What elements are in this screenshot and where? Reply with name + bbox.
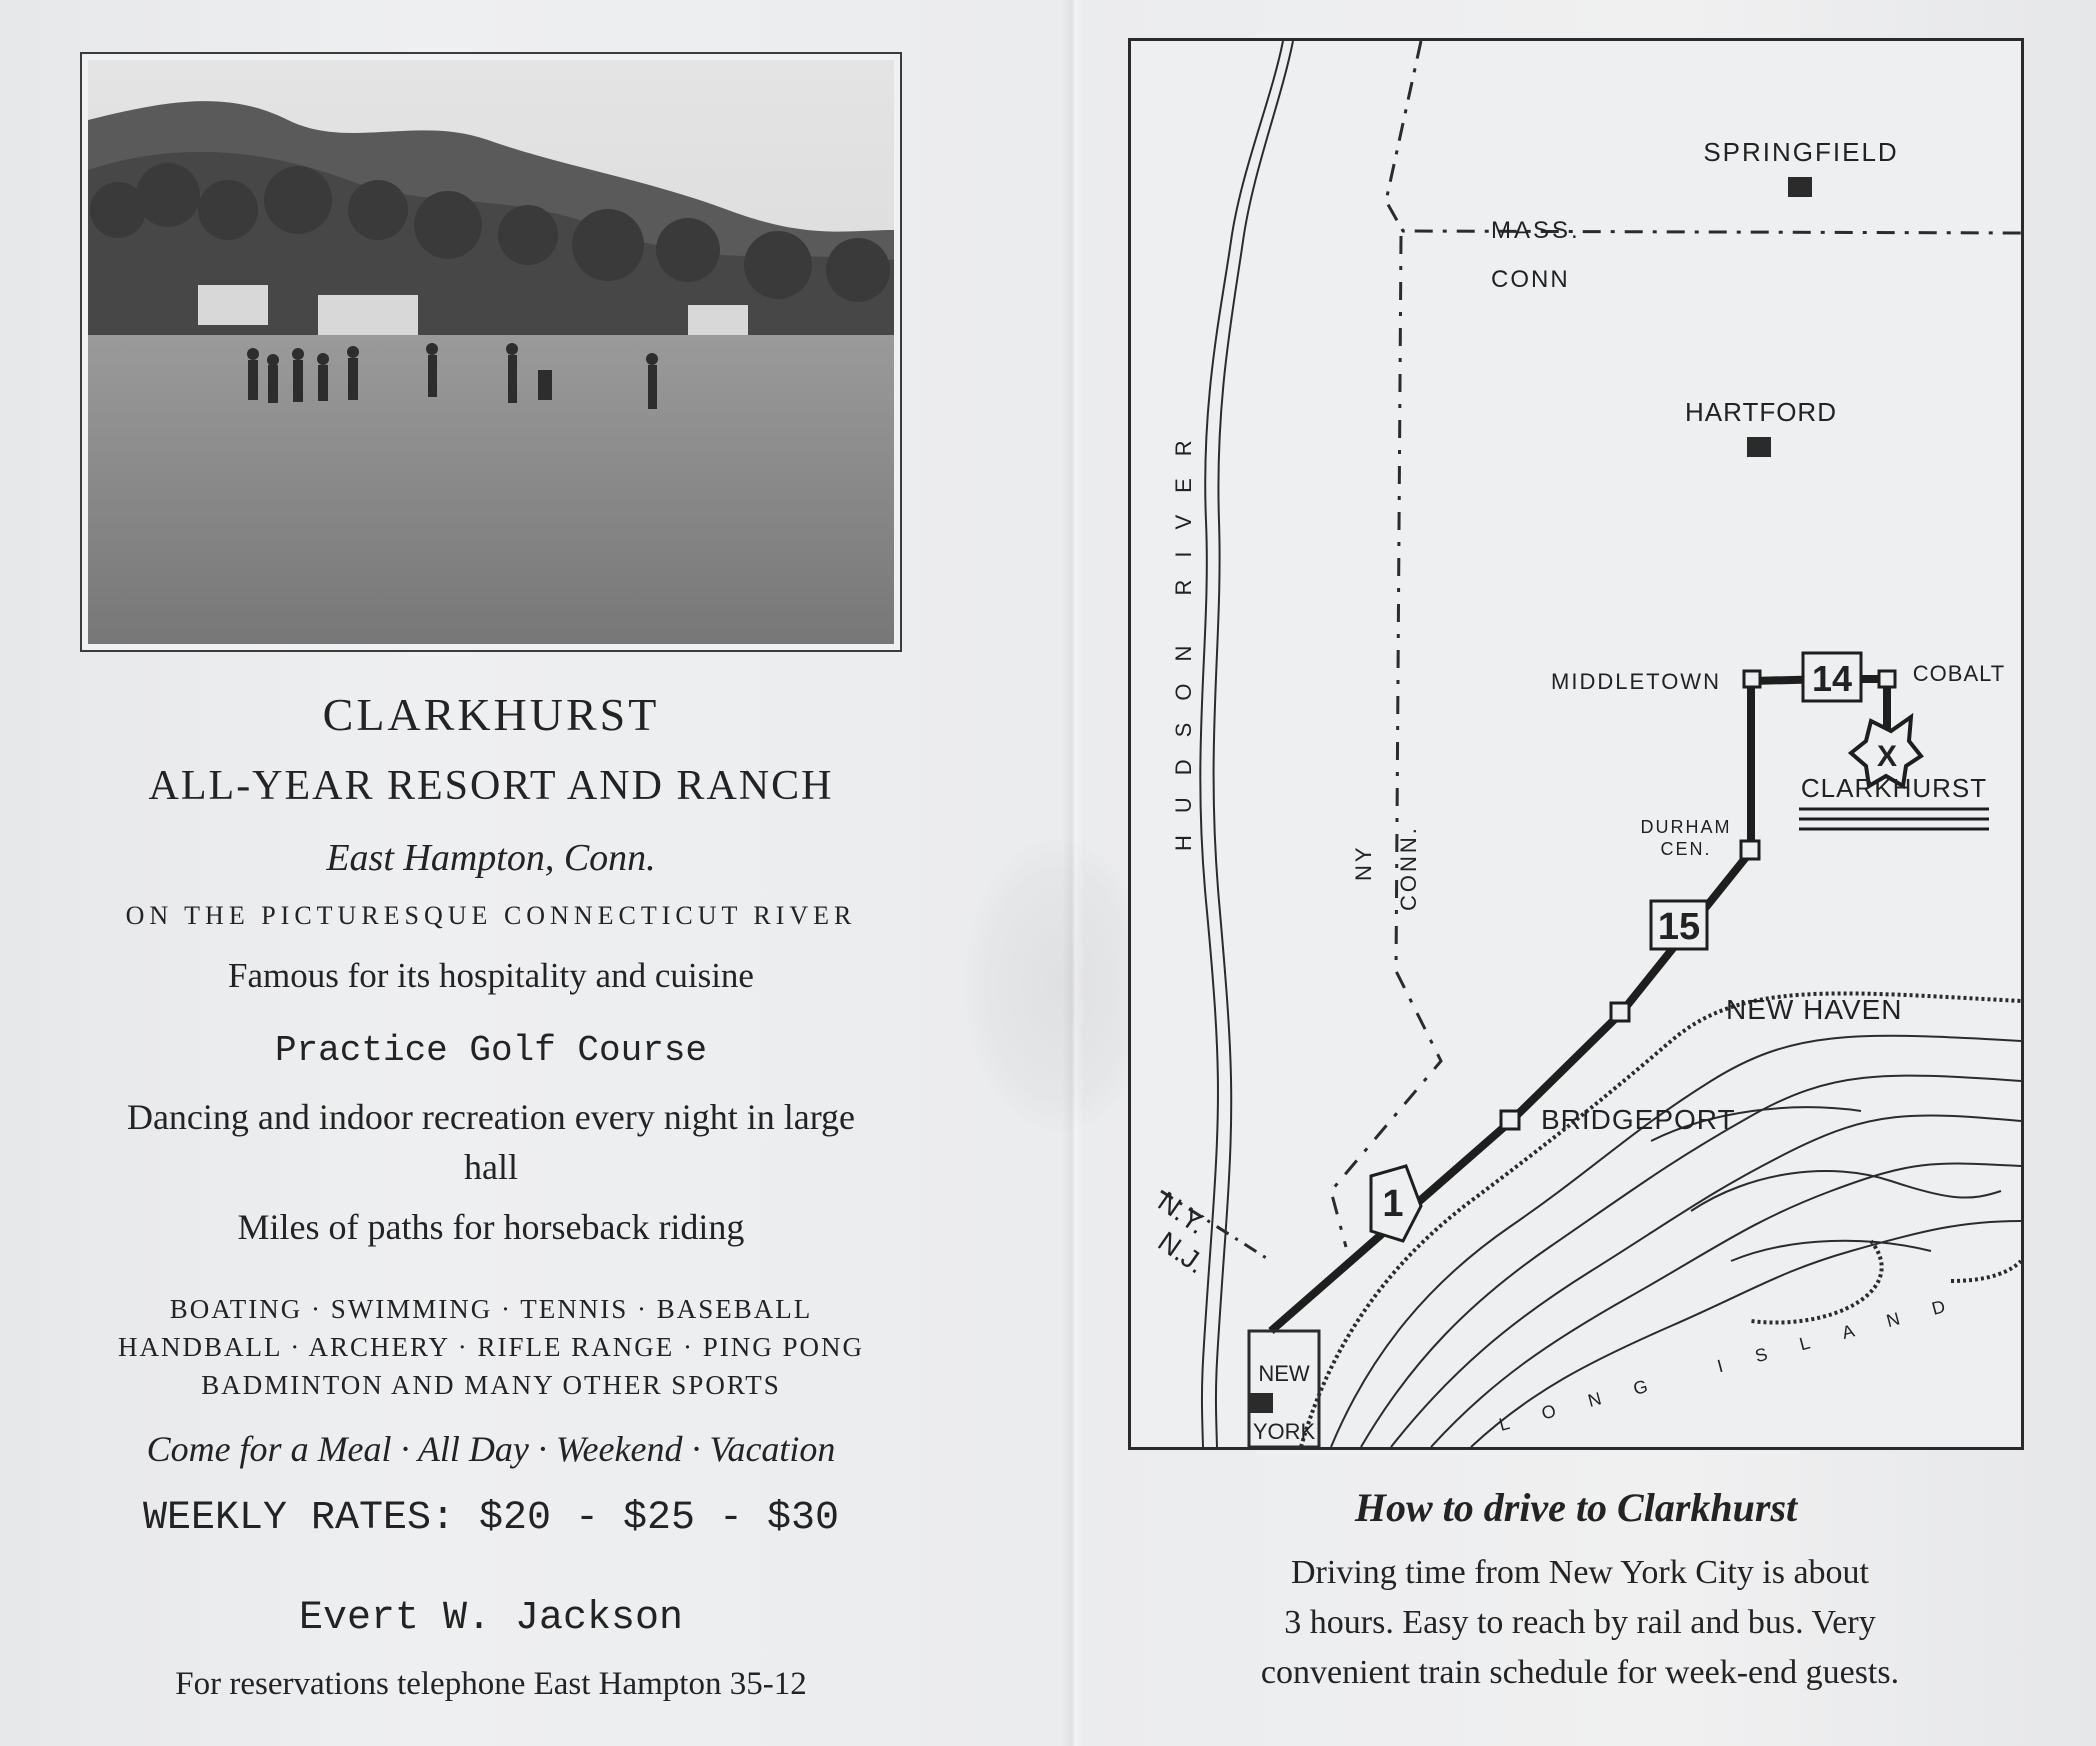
label-cobalt: COBALT <box>1912 661 2006 686</box>
route-1-shield: 1 <box>1382 1183 1404 1225</box>
weekly-rates: WEEKLY RATES: $20 - $25 - $30 <box>142 1496 840 1541</box>
golf-line: Practice Golf Course <box>274 1030 708 1071</box>
map-drawing <box>1131 41 2021 1447</box>
label-ny-conn-1: NY <box>1351 844 1376 881</box>
dancing-line: Dancing and indoor recreation every night in large hall <box>126 1097 856 1187</box>
directions-line-3: convenient train schedule for week-end guests. <box>1260 1654 1900 1691</box>
marker-x: X <box>1876 740 1898 773</box>
reservation-phone: For reservations telephone East Hampton 35-12 <box>175 1666 807 1702</box>
resort-type: ALL-YEAR RESORT AND RANCH <box>148 763 834 809</box>
label-hartford: HARTFORD <box>1685 397 1837 427</box>
owner-name: Evert W. Jackson <box>298 1596 684 1641</box>
resort-name: CLARKHURST <box>322 689 660 740</box>
label-ny-conn-2: CONN. <box>1396 825 1421 911</box>
label-springfield: SPRINGFIELD <box>1703 137 1899 167</box>
resort-location: East Hampton, Conn. <box>326 837 656 879</box>
label-mass: MASS. <box>1491 217 1581 244</box>
sports-line-3: BADMINTON AND MANY OTHER SPORTS <box>201 1370 781 1400</box>
label-clarkhurst: CLARKHURST <box>1800 773 1988 803</box>
horseback-line: Miles of paths for horseback riding <box>237 1207 745 1247</box>
directions-title: How to drive to Clarkhurst <box>1354 1485 1798 1530</box>
sports-line-1: BOATING · SWIMMING · TENNIS · BASEBALL <box>169 1294 813 1324</box>
label-bridgeport: BRIDGEPORT <box>1541 1104 1736 1135</box>
label-long-island: LONG ISLAND <box>1496 1287 1981 1435</box>
directions-line-2: 3 hours. Easy to reach by rail and bus. Very <box>1284 1604 1876 1641</box>
label-conn: CONN <box>1491 266 1570 293</box>
label-ny-nj-2: N.J. <box>1152 1225 1212 1280</box>
resort-photo <box>80 52 902 652</box>
visit-options: Come for a Meal · All Day · Weekend · Vacation <box>146 1429 836 1469</box>
label-new-york-1: NEW <box>1258 1361 1310 1386</box>
label-hudson-river: HUDSON RIVER <box>1171 418 1196 851</box>
directions-line-1: Driving time from New York City is about <box>1291 1554 1869 1591</box>
directions-text <box>1180 1548 1980 1698</box>
label-middletown: MIDDLETOWN <box>1551 669 1721 694</box>
route-15-shield: 15 <box>1657 906 1701 948</box>
label-ny-nj-1: N.Y. <box>1152 1185 1213 1241</box>
driving-map <box>1128 38 2024 1450</box>
golf-lawn-photo-illustration <box>88 60 894 644</box>
route-14-shield: 14 <box>1811 658 1853 699</box>
hospitality-line: Famous for its hospitality and cuisine <box>228 956 754 995</box>
label-durham-2: CEN. <box>1660 839 1712 859</box>
tagline: ON THE PICTURESQUE CONNECTICUT RIVER <box>125 901 857 930</box>
label-new-york-2: YORK <box>1252 1419 1316 1444</box>
label-durham-1: DURHAM <box>1640 817 1732 837</box>
sports-line-2: HANDBALL · ARCHERY · RIFLE RANGE · PING PONG <box>117 1332 864 1362</box>
center-fold <box>1062 0 1084 1746</box>
label-new-haven: NEW HAVEN <box>1726 994 1903 1025</box>
